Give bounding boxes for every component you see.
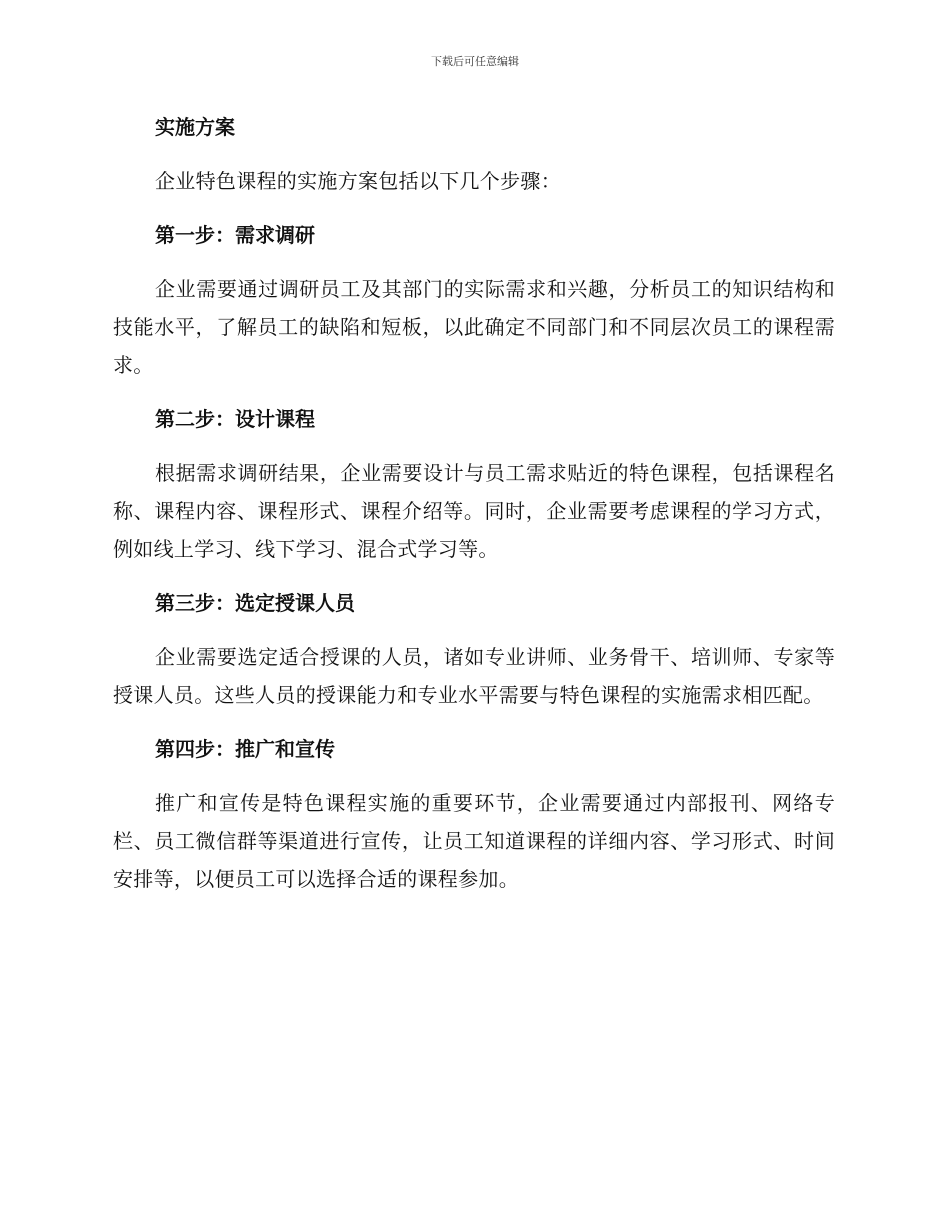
step-3-heading: 第三步：选定授课人员: [155, 591, 355, 615]
document-body: [113, 108, 835, 914]
step-2-paragraph: 根据需求调研结果，企业需要设计与员工需求贴近的特色课程，包括课程名称、课程内容、课程形式、课程介绍等。同时，企业需要考虑课程的学习方式，例如线上学习、线下学习、混合式学习等。: [113, 461, 835, 561]
step-3-paragraph: 企业需要选定适合授课的人员，诸如专业讲师、业务骨干、培训师、专家等授课人员。这些人员的授课能力和专业水平需要与特色课程的实施需求相匹配。: [113, 645, 835, 707]
step-4-paragraph: 推广和宣传是特色课程实施的重要环节，企业需要通过内部报刊、网络专栏、员工微信群等渠道进行宣传，让员工知道课程的详细内容、学习形式、时间安排等，以便员工可以选择合适的课程参加。: [113, 791, 835, 891]
step-1-heading: 第一步：需求调研: [155, 223, 315, 247]
section-title: 实施方案: [155, 115, 235, 139]
step-2-heading: 第二步：设计课程: [155, 407, 315, 431]
step-1-paragraph: 企业需要通过调研员工及其部门的实际需求和兴趣，分析员工的知识结构和技能水平，了解员工的缺陷和短板，以此确定不同部门和不同层次员工的课程需求。: [113, 277, 835, 377]
page-header-note: 下载后可任意编辑: [431, 55, 519, 68]
step-4-heading: 第四步：推广和宣传: [155, 737, 335, 761]
intro-paragraph: 企业特色课程的实施方案包括以下几个步骤：: [155, 169, 561, 193]
